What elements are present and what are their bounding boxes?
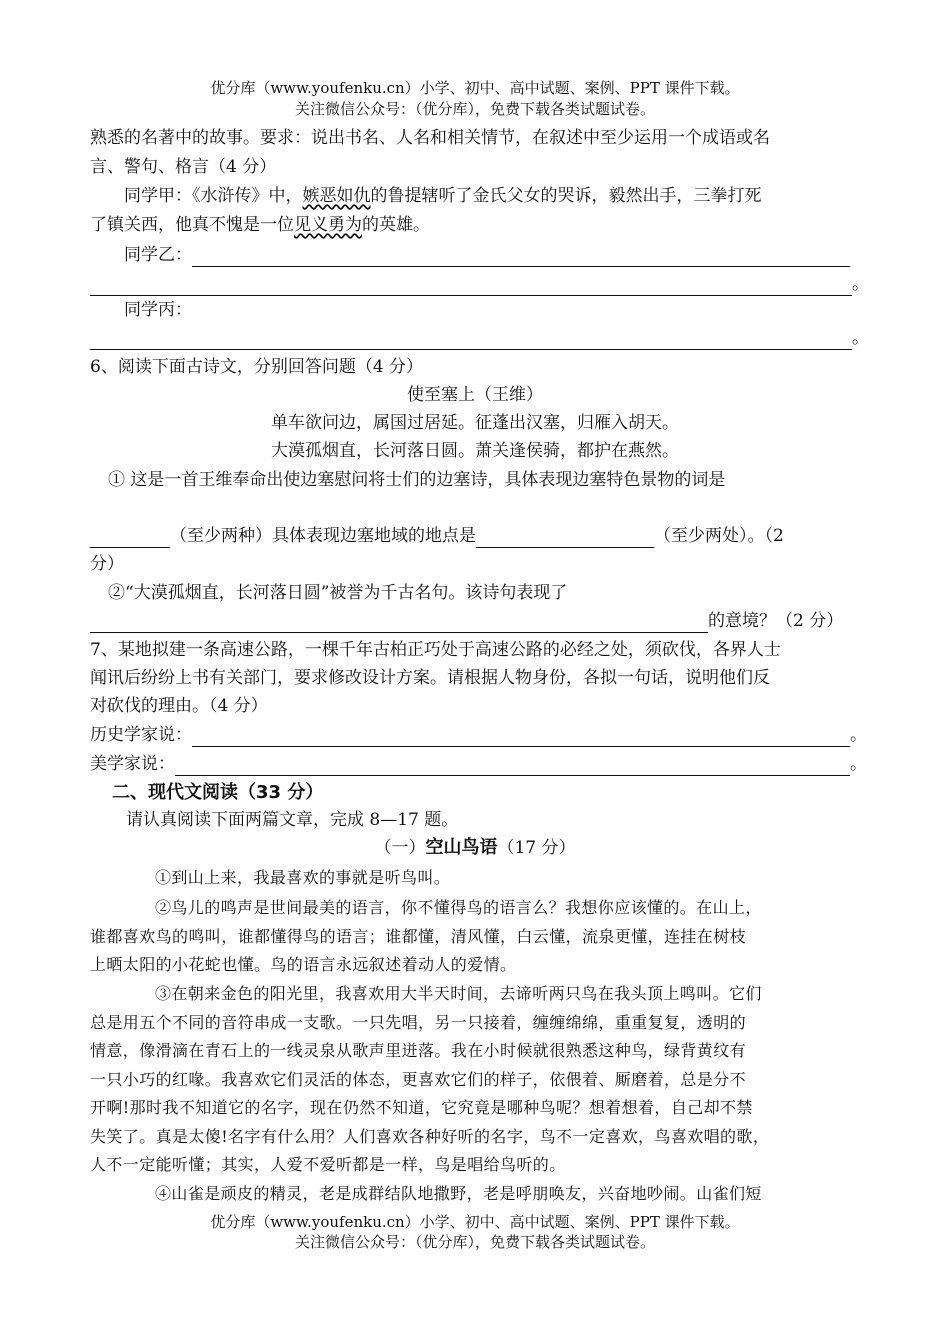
- article-1-prefix: （一）: [374, 838, 426, 858]
- section-2-heading: 二、现代文阅读（33 分）: [112, 782, 324, 803]
- q5-student-c-row: [90, 298, 862, 322]
- article-p1: ①到山上来，我最喜欢的事就是听鸟叫。: [155, 868, 451, 887]
- q5-student-a-line2: [90, 213, 862, 237]
- q5-continuation-line1: 熟悉的名著中的故事。要求：说出书名、人名和相关情节，在叙述中至少运用一个成语或名: [90, 128, 770, 148]
- q6-sub2-prompt: ②“大漠孤烟直，长河落日圆”被誉为千古名句。该诗句表现了: [108, 583, 568, 603]
- q5-idiom-2: 见义勇为: [294, 215, 362, 235]
- article-p3-line5: 开啊!那时我不知道它的名字，现在仍然不知道，它究竟是哪种鸟呢？想着想着，自己却不禁: [90, 1098, 753, 1117]
- q5-student-c-label: 同学丙：: [124, 300, 192, 320]
- q5-student-a-text-d: 的英雄。: [362, 215, 430, 235]
- poem-title: 使至塞上（王维）: [407, 385, 543, 405]
- q6-sub1-text-c: （至少两处）。（2: [654, 526, 784, 546]
- q6-sub1-answer-row: [90, 524, 862, 548]
- q7-line2: 闻讯后纷纷上书有关部门，要求修改设计方案。请根据人物身份，各拟一句话，说明他们反: [90, 668, 770, 688]
- page-footer-line1: 优分库（www.youfenku.cn）小学、初中、高中试题、案例、PPT 课件下载。: [210, 1213, 740, 1231]
- article-p3-line4: 一只小巧的红喙。我喜欢它们灵活的体态，更喜欢它们的样子，依偎着、厮磨着，总是分不: [90, 1070, 747, 1089]
- q6-sub1-text-b: （至少两种）具体表现边塞地域的地点是: [170, 526, 476, 546]
- q5-student-b-row2: [90, 272, 869, 296]
- q5-student-b-answer-line-2[interactable]: [90, 273, 852, 296]
- q7-aesthetician-answer-blank[interactable]: [175, 753, 850, 776]
- q7-historian-label: 历史学家说：: [90, 725, 192, 745]
- q7-historian-row: [90, 723, 867, 747]
- article-1-score: （17 分）: [497, 838, 576, 858]
- article-p2-line1: ②鸟儿的鸣声是世间最美的语言，你不懂得鸟的语言么？我想你应该懂的。在山上，: [155, 898, 762, 917]
- article-p3-line7: 人不一定能听懂；其实，人爱不爱听都是一样，鸟是唱给鸟听的。: [90, 1155, 566, 1174]
- article-p2-line2: 谁都喜欢鸟的鸣叫，谁都懂得鸟的语言；谁都懂，清风懂，白云懂，流泉更懂，连挂在树枝: [90, 927, 747, 946]
- q6-scenery-answer-blank[interactable]: [90, 525, 170, 548]
- article-p3-line6: 失笑了。真是太傻!名字有什么用？人们喜欢各种好听的名字，鸟不一定喜欢，鸟喜欢唱的歌，: [90, 1127, 770, 1146]
- poem-line-1: 单车欲问边，属国过居延。征蓬出汉塞，归雁入胡天。: [271, 413, 679, 433]
- q5-student-c-end-mark: 。: [852, 328, 869, 348]
- q5-student-a-text-b: 的鲁提辖听了金氏父女的哭诉，毅然出手，三拳打死: [370, 186, 762, 206]
- q6-sub1-prompt: ① 这是一首王维奉命出使边塞慰问将士们的边塞诗，具体表现边塞特色景物的词是: [108, 470, 726, 490]
- q6-mood-answer-blank[interactable]: [90, 610, 708, 633]
- q7-aesthetician-label: 美学家说：: [90, 754, 175, 774]
- article-p3-line1: ③在朝来金色的阳光里，我喜欢用大半天时间，去谛听两只鸟在我头顶上鸣叫。它们: [155, 984, 762, 1003]
- q7-historian-end: 。: [850, 725, 867, 745]
- q5-idiom-1: 嫉恶如仇: [302, 186, 371, 206]
- page-header-line2: 关注微信公众号：（优分库），免费下载各类试题试卷。: [294, 100, 655, 118]
- q5-student-b-row: [90, 243, 862, 267]
- section-2-intro: 请认真阅读下面两篇文章，完成 8—17 题。: [126, 810, 459, 830]
- q5-student-b-label: 同学乙：: [124, 245, 192, 265]
- q5-student-a-text-c: 了镇关西，他真不愧是一位: [90, 215, 294, 235]
- article-p4-line1: ④山雀是顽皮的精灵，老是成群结队地撒野，老是呼朋唤友，兴奋地吵闹。山雀们短: [155, 1184, 762, 1203]
- q5-student-c-answer-line[interactable]: [90, 327, 852, 350]
- q6-place-answer-blank[interactable]: [476, 525, 654, 548]
- q7-line3: 对砍伐的理由。（4 分）: [90, 696, 268, 716]
- q5-student-c-row2: [90, 326, 869, 350]
- poem-line-2: 大漠孤烟直，长河落日圆。萧关逢侯骑，都护在燕然。: [271, 441, 679, 461]
- q5-student-b-answer-line-1[interactable]: [192, 244, 850, 267]
- q6-sub2-answer-row: [90, 609, 862, 633]
- q7-aesthetician-row: [90, 752, 867, 776]
- q7-line1: 7、某地拟建一条高速公路，一棵千年古柏正巧处于高速公路的必经之处，须砍伐，各界人士: [90, 640, 781, 660]
- q6-sub1-score: 分）: [90, 554, 124, 574]
- article-p3-line3: 情意，像滑滴在青石上的一线灵泉从歌声里迸落。我在小时候就很熟悉这种鸟，绿背黄纹有: [90, 1041, 747, 1060]
- article-1-title-row: [0, 836, 950, 860]
- article-1-title: 空山鸟语: [425, 837, 498, 858]
- q5-continuation-line2: 言、警句、格言（4 分）: [90, 157, 277, 177]
- article-p3-line2: 总是用五个不同的音符串成一支歌。一只先唱，另一只接着，缠缠绵绵，重重复复，透明的: [90, 1013, 747, 1032]
- q5-student-b-end-mark: 。: [852, 274, 869, 294]
- q6-stem: 6、阅读下面古诗文，分别回答问题（4 分）: [90, 357, 424, 377]
- page-header-line1: 优分库（www.youfenku.cn）小学、初中、高中试题、案例、PPT 课件下载。: [210, 79, 740, 97]
- article-p2-line3: 上晒太阳的小花蛇也懂。鸟的语言永远叙述着动人的爱情。: [90, 955, 517, 974]
- q6-sub2-end: 的意境？（2 分）: [708, 611, 844, 631]
- q7-historian-answer-blank[interactable]: [192, 724, 850, 747]
- page-footer-line2: 关注微信公众号：（优分库），免费下载各类试题试卷。: [294, 1233, 655, 1251]
- q5-student-a-line1: [90, 184, 862, 208]
- q5-student-a-text-a: 同学甲：《水浒传》中，: [124, 186, 303, 206]
- q7-aesthetician-end: 。: [850, 754, 867, 774]
